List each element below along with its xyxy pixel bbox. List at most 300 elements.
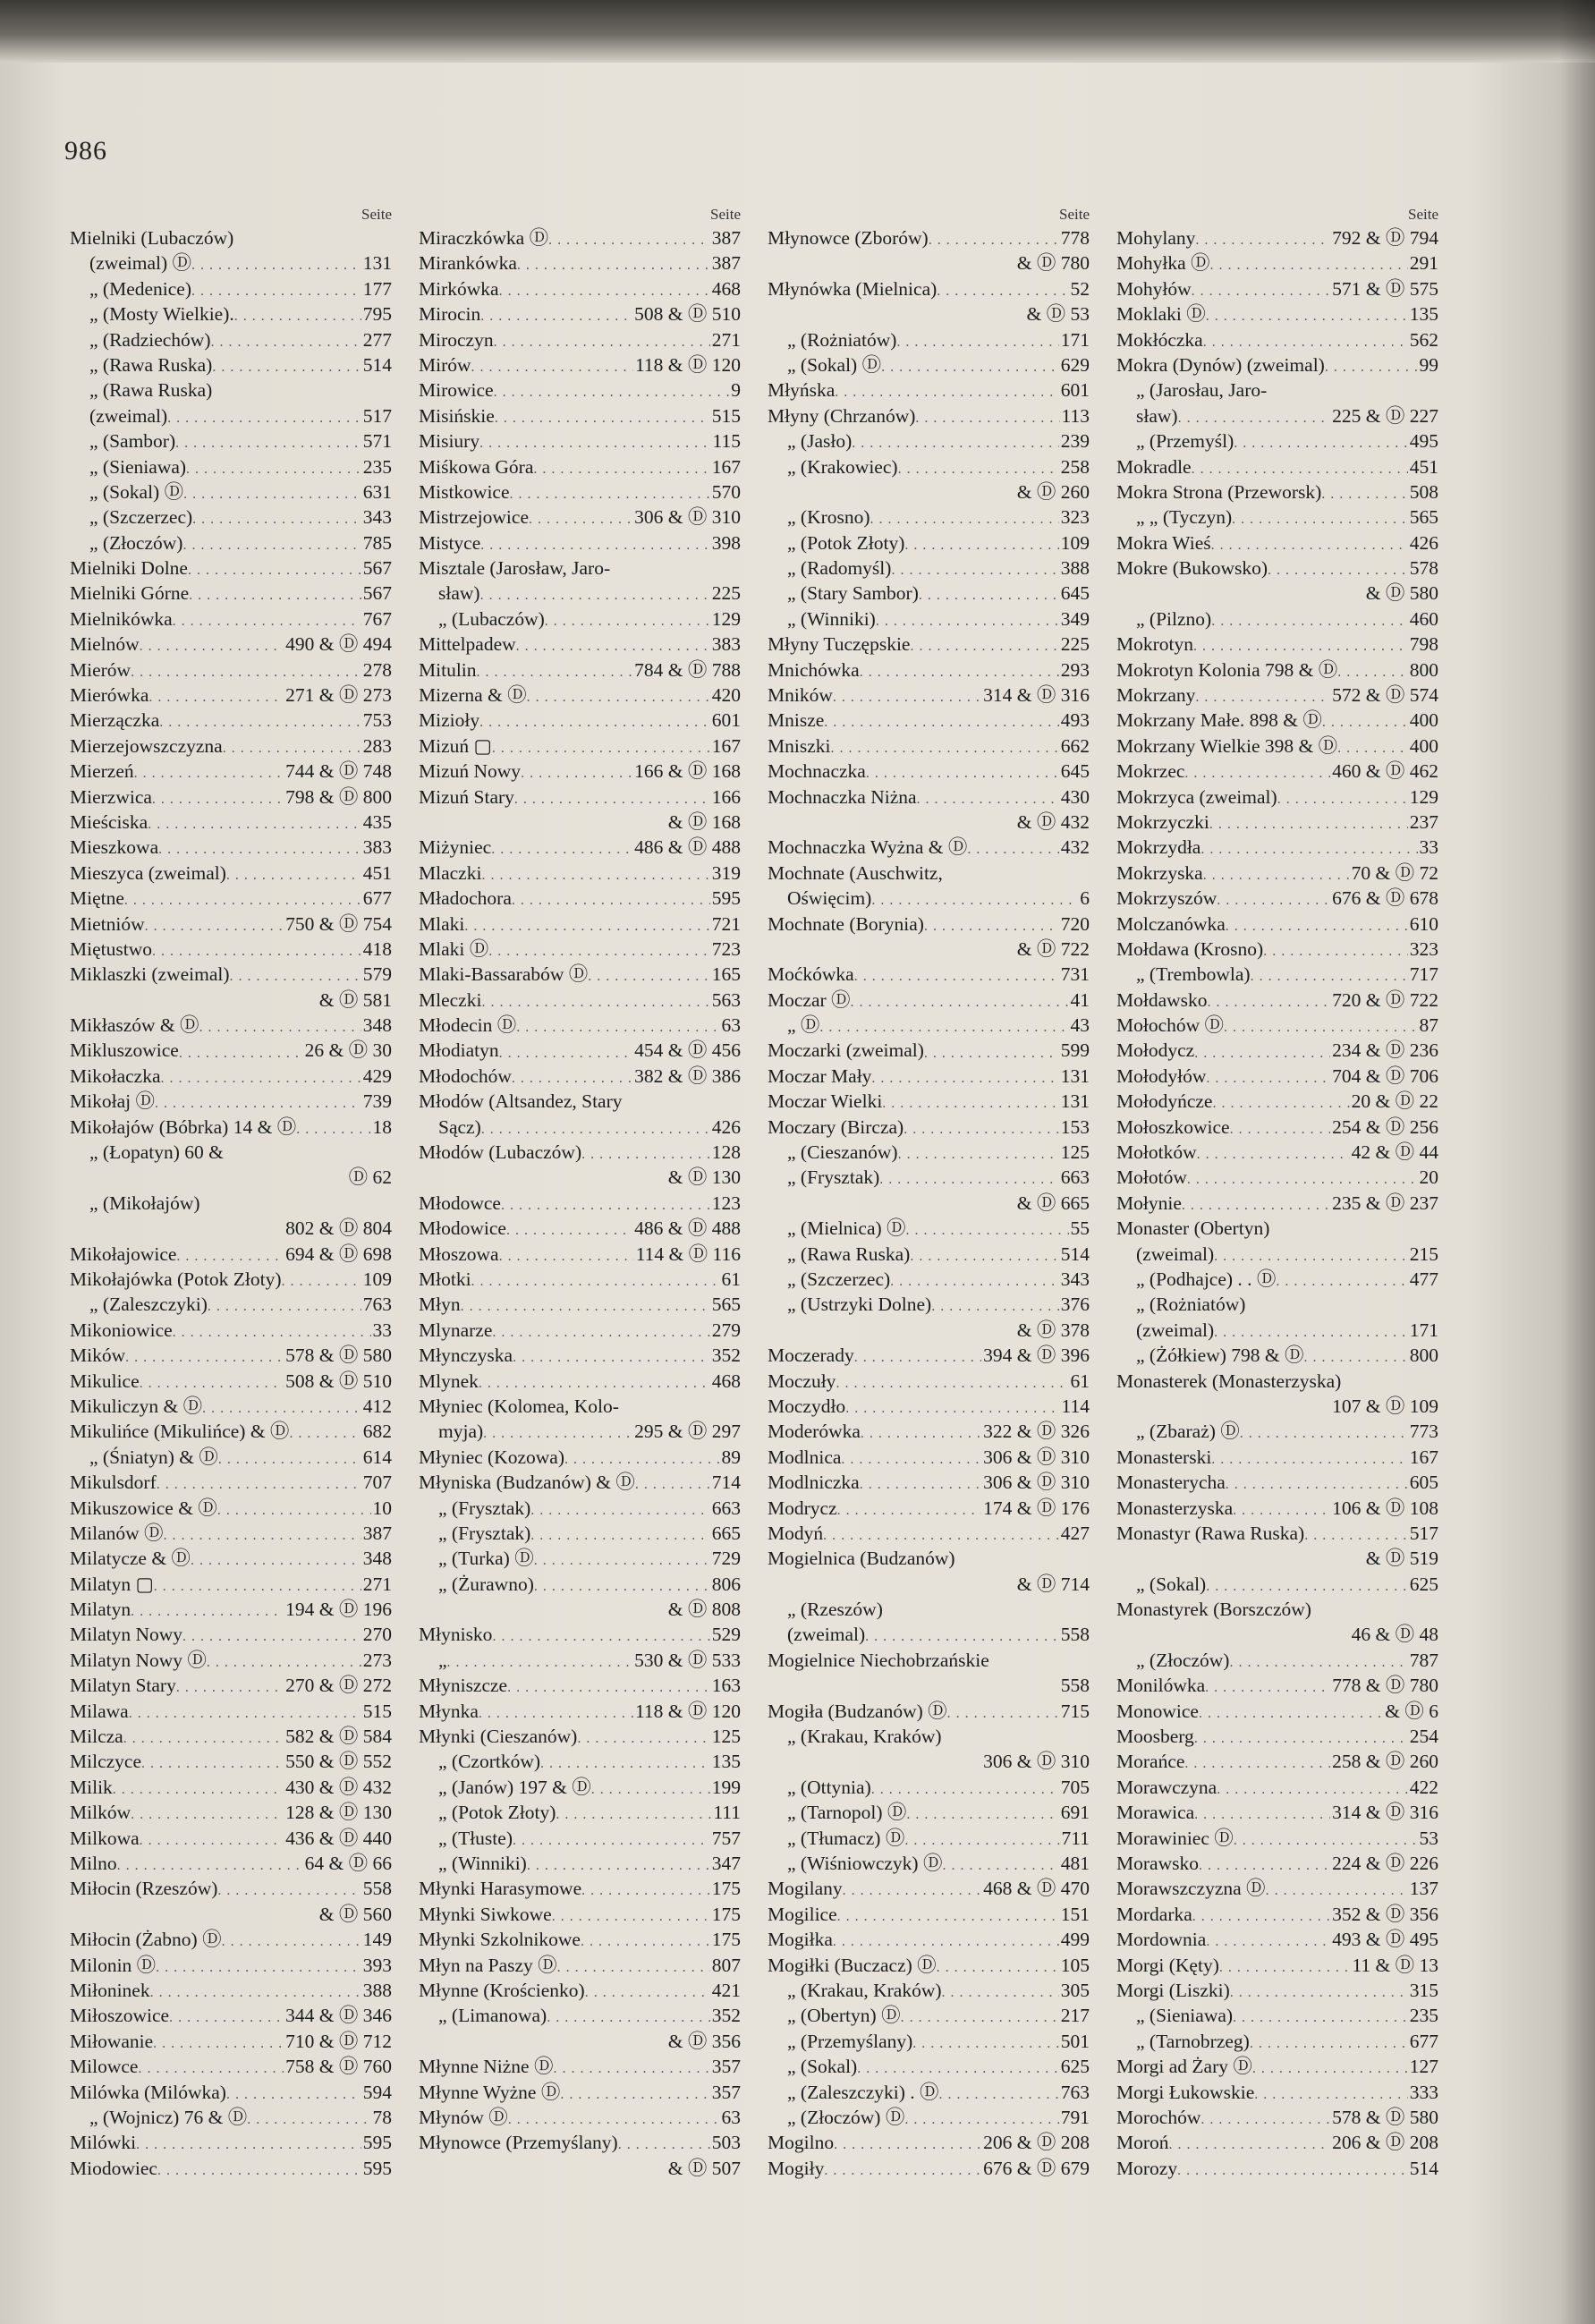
entry-page: 508 <box>1409 480 1438 503</box>
index-entry <box>1116 1902 1438 1927</box>
entry-name: Mładochora <box>419 887 512 910</box>
index-entry <box>1116 250 1438 276</box>
dot-leader <box>471 352 633 377</box>
entry-page: 565 <box>711 1293 741 1316</box>
dot-leader <box>534 1572 710 1597</box>
entry-name: „ (Rożniatów) <box>787 328 897 351</box>
entry-page: 153 <box>1060 1115 1090 1138</box>
entry-name: Mierzwica <box>70 785 152 808</box>
dot-leader <box>1203 327 1408 352</box>
dot-leader <box>186 454 361 479</box>
entry-page: 254 & Ⓓ 256 <box>1332 1115 1438 1138</box>
index-entry <box>768 962 1090 987</box>
entry-page: 721 <box>711 912 741 935</box>
dot-leader <box>860 1470 981 1495</box>
index-entry <box>70 327 392 352</box>
entry-name: Moczarki (zweimal) <box>768 1039 924 1062</box>
dot-leader <box>192 505 361 530</box>
index-entry <box>70 657 392 683</box>
entry-page: 514 <box>1409 2157 1438 2179</box>
entry-name: „ (Złoczów) <box>1136 1649 1230 1671</box>
entry-page: 254 <box>1409 1726 1438 1748</box>
index-entry <box>1116 1115 1438 1140</box>
entry-page: 165 <box>711 963 741 986</box>
entry-page: 306 & Ⓓ 310 <box>983 1751 1090 1773</box>
dot-leader <box>226 2080 361 2105</box>
entry-page: & Ⓓ 714 <box>1016 1573 1090 1595</box>
dot-leader <box>516 1013 719 1038</box>
index-entry <box>768 1699 1090 1724</box>
index-entry <box>70 1165 392 1190</box>
entry-name: Młyniska (Budzanów) & Ⓓ <box>419 1472 635 1494</box>
entry-name: „ (Zaleszczyki) . Ⓓ <box>787 2081 939 2103</box>
entry-page: 225 <box>1060 633 1090 656</box>
dot-leader <box>521 759 632 784</box>
entry-name: Moczary (Bircza) <box>768 1115 904 1138</box>
entry-page: 705 <box>1060 1776 1090 1798</box>
entry-name: „ (Jarosłau, Jaro- <box>1136 379 1268 402</box>
index-entry <box>1116 657 1438 683</box>
dot-leader <box>125 1343 284 1368</box>
dot-leader <box>148 683 284 708</box>
dot-leader <box>530 1496 709 1521</box>
entry-page: 129 <box>1409 785 1438 808</box>
entry-name: Morawczyna <box>1116 1776 1217 1798</box>
dot-leader <box>140 1369 284 1394</box>
entry-page: & Ⓓ 780 <box>1016 252 1090 275</box>
dot-leader <box>564 1445 720 1470</box>
entry-name: Morawsko <box>1116 1852 1199 1874</box>
entry-page: 206 & Ⓓ 208 <box>983 2132 1090 2154</box>
dot-leader <box>182 530 361 556</box>
entry-name: „ (Rawa Ruska) <box>89 353 213 376</box>
dot-leader <box>533 454 709 479</box>
entry-name: (zweimal) Ⓓ <box>89 252 192 275</box>
index-entry <box>419 2130 741 2155</box>
index-entry <box>768 2130 1090 2155</box>
entry-page: 333 <box>1409 2081 1438 2103</box>
entry-name: Morgi Łukowskie <box>1116 2081 1255 2103</box>
dot-leader <box>910 632 1058 657</box>
index-entry <box>70 1445 392 1470</box>
entry-name: Mizuń Nowy <box>419 760 522 783</box>
entry-page: & Ⓓ 580 <box>1365 582 1438 605</box>
dot-leader <box>464 912 709 937</box>
entry-page: & Ⓓ 53 <box>1026 303 1090 326</box>
entry-name: Moćkówka <box>768 963 854 986</box>
dot-leader <box>512 886 710 911</box>
entry-page: 460 & Ⓓ 462 <box>1332 760 1438 783</box>
entry-name: Mokrzyszów <box>1116 887 1217 910</box>
dot-leader <box>471 1267 720 1292</box>
dot-leader <box>1200 2105 1330 2130</box>
entry-page: 46 & Ⓓ 48 <box>1351 1624 1438 1646</box>
dot-leader <box>479 428 710 454</box>
index-entry <box>1116 1876 1438 1901</box>
dot-leader <box>931 1292 1059 1317</box>
entry-name: (zweimal) <box>89 404 168 427</box>
entry-name: Moroń <box>1116 2132 1169 2154</box>
entry-name: „ Ⓓ <box>787 1014 820 1037</box>
index-entry <box>70 505 392 530</box>
index-entry <box>1116 1927 1438 1952</box>
entry-page: 798 <box>1409 633 1438 656</box>
entry-page: 175 <box>711 1929 741 1951</box>
index-column-4 <box>1116 204 1438 2181</box>
index-entry <box>1116 835 1438 860</box>
entry-page: 376 <box>1060 1293 1090 1316</box>
entry-page: 432 <box>1060 836 1090 859</box>
dot-leader <box>876 606 1059 632</box>
index-entry <box>419 606 741 632</box>
index-entry <box>419 2029 741 2054</box>
dot-leader <box>557 1953 710 1978</box>
dot-leader <box>871 1064 1058 1089</box>
entry-name: Mizioły <box>419 709 480 732</box>
entry-page: 357 <box>711 2056 741 2078</box>
dot-leader <box>865 1622 1059 1647</box>
dot-leader <box>1217 1775 1408 1800</box>
dot-leader <box>516 632 710 657</box>
index-entry <box>1116 1673 1438 1698</box>
index-entry <box>70 403 392 428</box>
index-entry <box>768 352 1090 377</box>
entry-page: 807 <box>711 1954 741 1976</box>
index-entry <box>419 1572 741 1597</box>
entry-page: 418 <box>362 937 392 960</box>
entry-name: Mokrzany <box>1116 684 1196 707</box>
entry-page: 99 <box>1419 353 1438 376</box>
entry-page: 107 & Ⓓ 109 <box>1332 1395 1438 1417</box>
entry-page: 571 & Ⓓ 575 <box>1332 277 1438 300</box>
index-entry <box>70 810 392 835</box>
entry-page: 387 <box>711 252 741 275</box>
dot-leader <box>581 1927 710 1952</box>
dot-leader <box>834 2130 981 2155</box>
entry-name: „ (Sieniawa) <box>1136 2005 1234 2027</box>
dot-leader <box>585 1978 710 2003</box>
entry-name: Monastyrek (Borszczów) <box>1116 1599 1311 1621</box>
entry-page: 714 <box>711 1472 741 1494</box>
index-entry <box>1116 1369 1438 1394</box>
entry-name: Mikulińce (Mikulińce) & Ⓓ <box>70 1421 290 1443</box>
entry-page: 514 <box>362 353 392 376</box>
entry-page: 271 & Ⓓ 273 <box>285 684 392 707</box>
entry-name: Mokłóczka <box>1116 328 1203 351</box>
dot-leader <box>1206 301 1408 327</box>
index-entry <box>419 1622 741 1647</box>
entry-name: „ (Żurawno) <box>438 1573 534 1595</box>
entry-page: 662 <box>1060 734 1090 757</box>
entry-page: 682 <box>362 1421 392 1443</box>
index-entry <box>70 835 392 860</box>
index-entry <box>1116 530 1438 556</box>
entry-name: „ (Turka) Ⓓ <box>438 1548 534 1570</box>
entry-page: 631 <box>362 480 392 503</box>
entry-page: 495 <box>1409 430 1438 453</box>
entry-name: „ (Rożniatów) <box>1136 1293 1246 1316</box>
entry-name: Młyny Tuczępskie <box>768 633 911 656</box>
entry-name: „ (Zbaraż) Ⓓ <box>1136 1421 1240 1443</box>
entry-name: Morawszczyzna Ⓓ <box>1116 1878 1266 1900</box>
entry-page: 61 <box>721 1268 741 1290</box>
entry-name: Mokra Strona (Przeworsk) <box>1116 480 1322 503</box>
index-entry <box>768 683 1090 708</box>
index-entry <box>70 1140 392 1165</box>
dot-leader <box>1304 1343 1408 1368</box>
entry-name: „ (Sokal) Ⓓ <box>787 353 882 376</box>
dot-leader <box>477 657 633 683</box>
index-entry <box>1116 301 1438 327</box>
index-entry <box>419 1267 741 1292</box>
entry-name: Milówki <box>70 2132 137 2154</box>
dot-leader <box>835 377 1059 403</box>
dot-leader <box>837 1496 982 1521</box>
index-entry <box>768 988 1090 1013</box>
entry-name: „ (Frysztak) <box>787 1166 880 1189</box>
entry-page: 691 <box>1060 1802 1090 1824</box>
dot-leader <box>1233 2003 1408 2028</box>
dot-leader <box>480 301 632 327</box>
entry-name: Miłocin (Żabno) Ⓓ <box>70 1929 222 1951</box>
entry-page: 125 <box>711 1726 741 1748</box>
dot-leader <box>494 377 730 403</box>
index-entry <box>70 1622 392 1647</box>
entry-page: 625 <box>1060 2056 1090 2078</box>
entry-page: 279 <box>711 1319 741 1341</box>
dot-leader <box>131 1800 284 1825</box>
entry-page: 315 <box>1409 1979 1438 2001</box>
entry-page: 63 <box>721 1014 741 1037</box>
entry-page: 53 <box>1419 1827 1438 1849</box>
dot-leader <box>145 912 284 937</box>
dot-leader <box>183 479 361 505</box>
index-entry <box>1116 1521 1438 1546</box>
index-entry <box>768 1572 1090 1597</box>
entry-name: Mielnikówka <box>70 607 173 630</box>
dot-leader <box>296 1115 370 1140</box>
entry-name: Milik <box>70 1776 113 1798</box>
index-entry <box>768 1140 1090 1165</box>
dot-leader <box>904 2105 1058 2130</box>
index-entry <box>768 759 1090 784</box>
entry-name: Młynne Wyżne Ⓓ <box>419 2081 561 2103</box>
entry-name: Modlnica <box>768 1446 842 1468</box>
dot-leader <box>1250 2029 1408 2054</box>
entry-name: Miłoszowice <box>70 2005 170 2027</box>
dot-leader <box>161 1064 361 1089</box>
entry-name: Moczar Ⓓ <box>768 988 851 1011</box>
entry-name: Misiury <box>419 430 480 453</box>
dot-leader <box>480 530 709 556</box>
dot-leader <box>513 1826 710 1851</box>
dot-leader <box>140 1826 284 1851</box>
dot-leader <box>226 861 361 886</box>
column-header: Seite <box>710 206 741 223</box>
entry-page: 595 <box>711 887 741 910</box>
entry-name: „ (Szczerzec) <box>787 1268 891 1290</box>
index-entry <box>419 708 741 733</box>
dot-leader <box>1266 1876 1408 1901</box>
index-entry <box>1116 861 1438 886</box>
index-entry <box>1116 2105 1438 2130</box>
entry-name: Milków <box>70 1802 132 1824</box>
entry-page: 610 <box>1409 912 1438 935</box>
index-entry <box>70 1242 392 1267</box>
entry-page: 550 & Ⓓ 552 <box>285 1751 392 1773</box>
entry-name: Młynki Siwkowe <box>419 1903 552 1925</box>
entry-page: 393 <box>362 1954 392 1976</box>
entry-page: 343 <box>362 506 392 529</box>
index-entry <box>1116 632 1438 657</box>
entry-name: Milatyn Nowy <box>70 1624 183 1646</box>
entry-name: Mieszyca (zweimal) <box>70 861 226 884</box>
entry-name: Mokrzec <box>1116 760 1185 783</box>
entry-name: Miłowanie <box>70 2030 154 2052</box>
index-entry <box>70 683 392 708</box>
entry-name: „ (Jasło) <box>787 430 853 453</box>
dot-leader <box>152 785 284 810</box>
entry-name: Mistrzejowice <box>419 506 529 529</box>
dot-leader <box>117 1851 303 1876</box>
entry-page: 270 <box>362 1624 392 1646</box>
dot-leader <box>819 1013 1068 1038</box>
index-entry <box>70 1039 392 1064</box>
entry-page: 454 & Ⓓ 456 <box>634 1039 741 1062</box>
entry-page: 314 & Ⓓ 316 <box>983 684 1090 707</box>
entry-name: Młynne (Krościenko) <box>419 1979 585 2001</box>
index-entry <box>419 683 741 708</box>
entry-page: 791 <box>1060 2106 1090 2128</box>
entry-name: Mielniki (Lubaczów) <box>70 226 234 249</box>
entry-page: 224 & Ⓓ 226 <box>1332 1852 1438 1874</box>
entry-page: 429 <box>362 1064 392 1087</box>
index-entry <box>1116 1496 1438 1521</box>
dot-leader <box>581 1876 710 1901</box>
entry-name: Morgi (Kęty) <box>1116 1954 1219 1976</box>
index-entry <box>1116 1242 1438 1267</box>
index-entry <box>419 276 741 301</box>
dot-leader <box>191 276 361 301</box>
entry-name: „ (Krosno) <box>787 506 870 529</box>
index-entry <box>419 759 741 784</box>
dot-leader <box>898 1140 1059 1165</box>
index-entry <box>419 886 741 911</box>
index-entry <box>419 1851 741 1876</box>
entry-name: Sącz) <box>438 1115 481 1138</box>
entry-page: 258 <box>1060 455 1090 478</box>
dot-leader <box>189 581 361 606</box>
scan-right-edge <box>1559 0 1595 2324</box>
index-entry <box>768 2156 1090 2181</box>
index-entry <box>1116 2156 1438 2181</box>
entry-name: Mirów <box>419 353 471 376</box>
index-entry <box>1116 2130 1438 2155</box>
index-entry <box>1116 556 1438 581</box>
entry-name: „ (Krakowiec) <box>787 455 898 478</box>
index-entry <box>1116 962 1438 987</box>
entry-page: 306 & Ⓓ 310 <box>983 1472 1090 1494</box>
index-entry <box>419 1242 741 1267</box>
entry-page: 9 <box>731 379 741 402</box>
entry-page: 235 <box>362 455 392 478</box>
index-entry <box>419 1724 741 1749</box>
index-entry <box>768 1419 1090 1444</box>
dot-leader <box>967 835 1058 860</box>
entry-page: 109 <box>1060 531 1090 554</box>
dot-leader <box>924 1039 1059 1064</box>
entry-name: Monilówka <box>1116 1675 1206 1697</box>
entry-name: Mogilice <box>768 1903 837 1925</box>
entry-page: 125 <box>1060 1141 1090 1164</box>
dot-leader <box>1200 835 1417 860</box>
dot-leader <box>915 403 1059 428</box>
entry-page: 763 <box>1060 2081 1090 2103</box>
entry-page: 800 <box>1409 658 1438 681</box>
entry-page: & Ⓓ 378 <box>1016 1319 1090 1341</box>
entry-page: 137 <box>1409 1878 1438 1900</box>
dot-leader <box>199 1013 361 1038</box>
entry-name: „ (Limanowa) <box>438 2005 547 2027</box>
dot-leader <box>1322 708 1408 733</box>
entry-name: Mikołajowice <box>70 1243 177 1265</box>
index-entry <box>1116 1013 1438 1038</box>
dot-leader <box>1325 352 1418 377</box>
index-entry <box>419 1826 741 1851</box>
entry-name: Mogilany <box>768 1878 843 1900</box>
entry-page: 501 <box>1060 2030 1090 2052</box>
entry-name: „ (Wiśniowczyk) Ⓓ <box>787 1852 943 1874</box>
index-entry <box>1116 606 1438 632</box>
entry-page: 529 <box>711 1624 741 1646</box>
index-entry <box>1116 988 1438 1013</box>
entry-name: Młyn na Paszy Ⓓ <box>419 1954 557 1976</box>
entry-name: Mohyłów <box>1116 277 1192 300</box>
entry-name: Młotki <box>419 1268 471 1290</box>
entry-page: 323 <box>1409 937 1438 960</box>
dot-leader <box>129 1699 361 1724</box>
entry-name: Monastyr (Rawa Ruska) <box>1116 1522 1305 1544</box>
dot-leader <box>1192 276 1331 301</box>
dot-leader <box>1194 1800 1330 1825</box>
dot-leader <box>1321 479 1407 505</box>
dot-leader <box>159 708 361 733</box>
index-entry <box>419 1800 741 1825</box>
entry-name: „ (Podhajce) . . Ⓓ <box>1136 1268 1277 1290</box>
entry-name: Mołoszkowice <box>1116 1115 1230 1138</box>
dot-leader <box>1277 785 1408 810</box>
entry-page: 323 <box>1060 506 1090 529</box>
dot-leader <box>939 2080 1059 2105</box>
dot-leader <box>529 505 632 530</box>
entry-page: 601 <box>1060 379 1090 402</box>
index-entry <box>768 1749 1090 1774</box>
dot-leader <box>881 352 1059 377</box>
index-entry <box>70 886 392 911</box>
entry-name: Miętustwo <box>70 937 152 960</box>
entry-name: Monaster (Obertyn) <box>1116 1217 1270 1240</box>
entry-name: Mikuliczyn & Ⓓ <box>70 1395 203 1417</box>
entry-name: Monasterzyska <box>1116 1497 1234 1519</box>
entry-name: „ (Sambor) <box>89 430 176 453</box>
entry-page: 171 <box>1060 328 1090 351</box>
entry-name: Molczanówka <box>1116 912 1226 935</box>
entry-page: 166 <box>711 785 741 808</box>
entry-name: Milatyn Nowy Ⓓ <box>70 1649 207 1671</box>
dot-leader <box>202 1394 361 1419</box>
entry-page: Ⓓ 62 <box>348 1166 392 1189</box>
index-entry <box>70 250 392 276</box>
